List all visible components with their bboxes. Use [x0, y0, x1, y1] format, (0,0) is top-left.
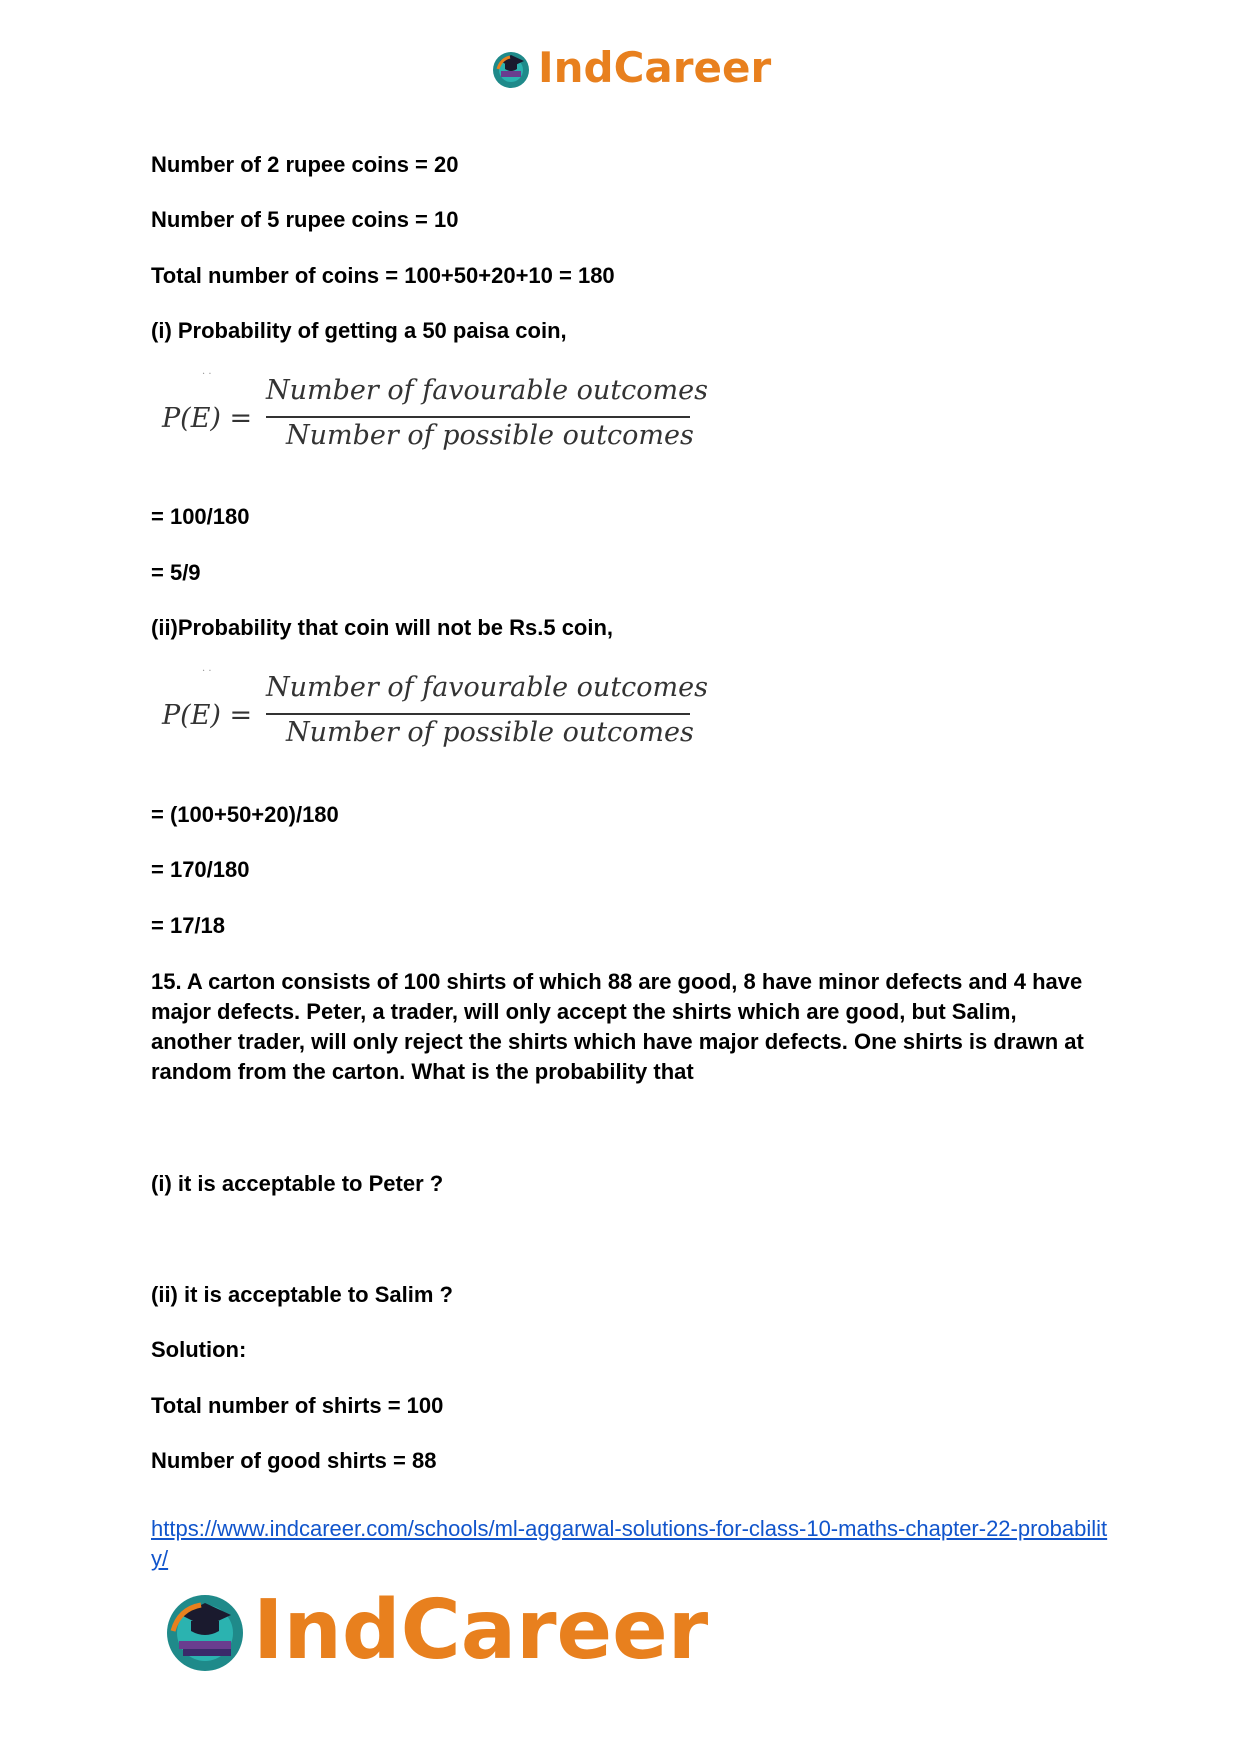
formula-lhs: P(E) = [162, 403, 253, 434]
source-link[interactable]: https://www.indcareer.com/schools/ml-aggarwal-solutions-for-class-10-maths-chapter-22-probability/ [151, 1516, 1108, 1571]
globe-books-icon [163, 1589, 247, 1673]
brand-wordmark: IndCareer [538, 43, 772, 92]
question-15-part-ii: (ii) it is acceptable to Salim ? [151, 1282, 453, 1307]
formula-numerator: Number of favourable outcomes [266, 375, 708, 406]
formula-denominator: Number of possible outcomes [286, 717, 694, 748]
part-i-step-2: = 5/9 [151, 560, 201, 585]
part-ii-step-1: = (100+50+20)/180 [151, 802, 339, 827]
brand-wordmark: IndCareer [253, 1583, 709, 1678]
footer-logo [163, 1583, 709, 1678]
solution-heading: Solution: [151, 1337, 247, 1362]
formula-numerator: Number of favourable outcomes [266, 672, 708, 703]
text-total-shirts: Total number of shirts = 100 [151, 1393, 444, 1418]
part-ii-step-2: = 170/180 [151, 857, 250, 882]
probability-formula [162, 369, 708, 461]
text-two-rupee-coins: Number of 2 rupee coins = 20 [151, 152, 459, 177]
part-i-heading: (i) Probability of getting a 50 paisa coin, [151, 318, 567, 343]
part-ii-step-3: = 17/18 [151, 913, 226, 938]
probability-formula [162, 666, 708, 758]
question-15-part-i: (i) it is acceptable to Peter ? [151, 1171, 444, 1196]
formula-artifact: · · [202, 369, 212, 380]
part-ii-heading: (ii)Probability that coin will not be Rs.5 coin, [151, 615, 614, 640]
text-five-rupee-coins: Number of 5 rupee coins = 10 [151, 207, 459, 232]
fraction-bar [266, 713, 690, 715]
formula-artifact: · · [202, 666, 212, 677]
text-good-shirts: Number of good shirts = 88 [151, 1448, 437, 1473]
question-15: 15. A carton consists of 100 shirts of which 88 are good, 8 have minor defects and 4 have major defects. Peter, a trader, will only accept the shirts which are good, but Salim, another trader, will only reject the shirts which have major defects. One shirts is drawn at random from the carton. What is the probability that [151, 969, 1084, 1084]
formula-lhs: P(E) = [162, 700, 253, 731]
text-total-coins: Total number of coins = 100+50+20+10 = 180 [151, 263, 615, 288]
formula-denominator: Number of possible outcomes [286, 420, 694, 451]
header-logo [488, 44, 771, 92]
part-i-step-1: = 100/180 [151, 504, 250, 529]
globe-cap-icon [488, 45, 534, 91]
fraction-bar [266, 416, 690, 418]
